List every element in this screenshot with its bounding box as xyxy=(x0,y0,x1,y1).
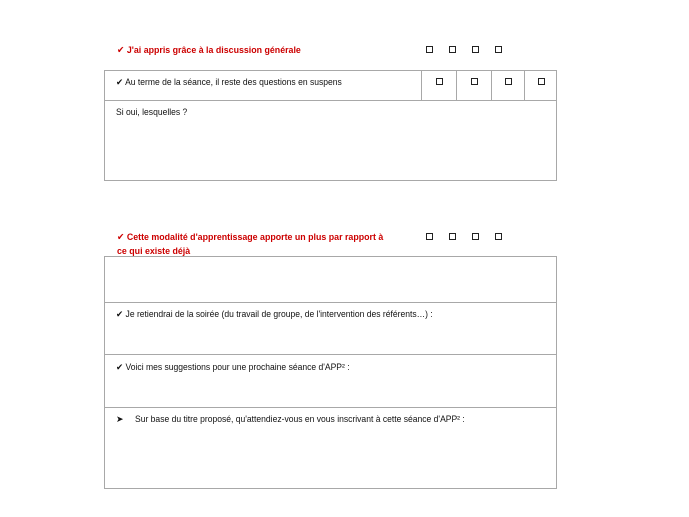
expectations-answer-area[interactable] xyxy=(106,428,555,486)
retention-answer-area[interactable] xyxy=(106,322,555,352)
checkbox-s2-2[interactable] xyxy=(449,233,456,240)
suggestions-answer-area[interactable] xyxy=(106,375,555,405)
checkbox-q-1[interactable] xyxy=(436,78,443,85)
arrow-bullet-icon: ➤ xyxy=(116,414,124,424)
suggestions-row-text: ✔ Voici mes suggestions pour une prochaine séance d'APP² : xyxy=(116,362,350,372)
section2-divider xyxy=(104,407,557,408)
checkbox-s2-3[interactable] xyxy=(472,233,479,240)
checkbox-s1-3[interactable] xyxy=(472,46,479,53)
section2-divider xyxy=(104,354,557,355)
checkbox-q-3[interactable] xyxy=(505,78,512,85)
section2-label-line2: ce qui existe déjà xyxy=(117,246,191,257)
column-divider xyxy=(524,70,525,101)
checkbox-q-2[interactable] xyxy=(471,78,478,85)
followup-answer-area[interactable] xyxy=(106,120,555,178)
section2-answer-area[interactable] xyxy=(106,258,555,300)
retention-row-text: ✔ Je retiendrai de la soirée (du travail de groupe, de l'intervention des référents…) : xyxy=(116,309,433,319)
column-divider xyxy=(421,70,422,101)
section2-label-line1: ✔ Cette modalité d'apprentissage apporte un plus par rapport à xyxy=(117,232,384,243)
section2-divider xyxy=(104,302,557,303)
section1-divider xyxy=(104,100,557,101)
section1-question: ✔ Au terme de la séance, il reste des questions en suspens xyxy=(116,77,342,87)
checkbox-q-4[interactable] xyxy=(538,78,545,85)
column-divider xyxy=(456,70,457,101)
section1-label: ✔ J'ai appris grâce à la discussion générale xyxy=(117,45,301,56)
column-divider xyxy=(491,70,492,101)
expectations-row-text: Sur base du titre proposé, qu'attendiez-vous en vous inscrivant à cette séance d'APP² : xyxy=(135,414,465,424)
checkbox-s1-1[interactable] xyxy=(426,46,433,53)
checkbox-s1-4[interactable] xyxy=(495,46,502,53)
checkbox-s2-4[interactable] xyxy=(495,233,502,240)
checkbox-s1-2[interactable] xyxy=(449,46,456,53)
checkbox-s2-1[interactable] xyxy=(426,233,433,240)
section1-followup: Si oui, lesquelles ? xyxy=(116,107,188,117)
